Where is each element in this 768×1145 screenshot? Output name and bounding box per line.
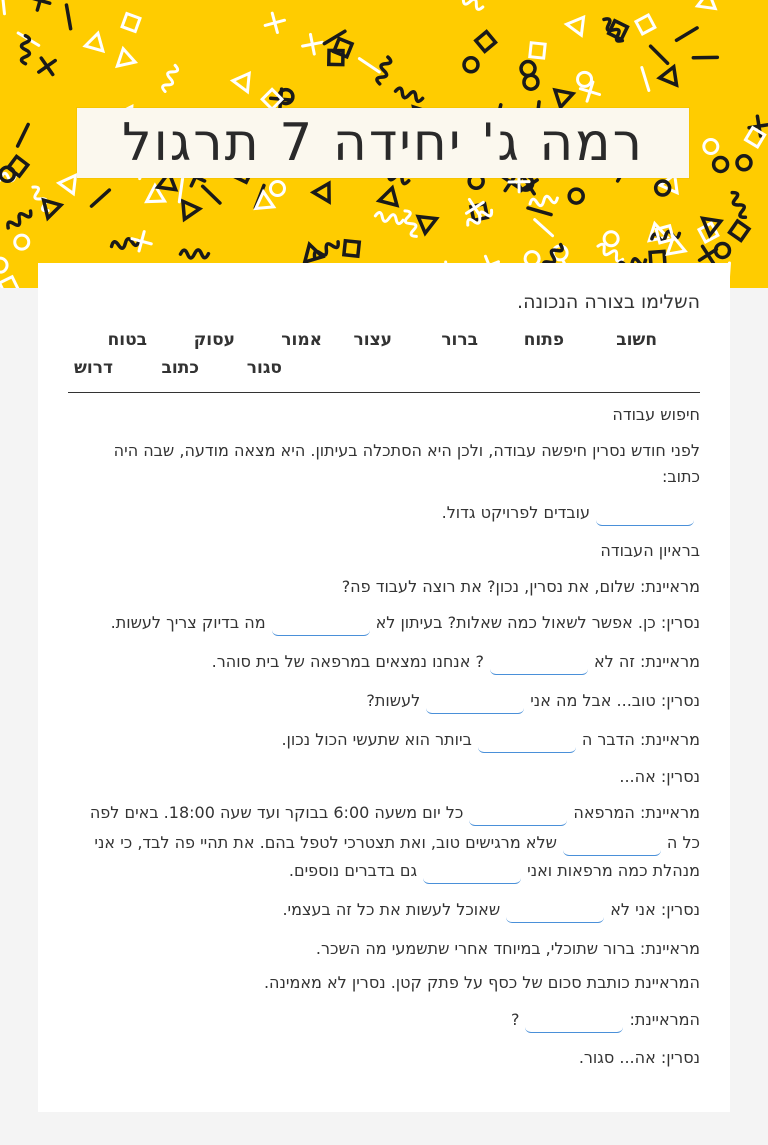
- pattern-shape: [476, 32, 496, 52]
- pattern-shape: [464, 58, 478, 72]
- text-line: כתוב:: [662, 467, 700, 486]
- section-heading: חיפוש עבודה: [612, 405, 700, 424]
- pattern-shape: [8, 156, 28, 176]
- pattern-shape: [521, 62, 535, 76]
- pattern-shape: [636, 15, 655, 34]
- line-text: שאוכל לעשות את כל זה בעצמי.: [282, 900, 501, 919]
- text-line: [281, 730, 700, 753]
- line-text: ? אנחנו נמצאים במרפאה של בית סוהר.: [211, 652, 484, 671]
- pattern-shape: [111, 49, 135, 73]
- pattern-shape: [555, 85, 576, 107]
- pattern-shape: [344, 241, 359, 256]
- line-text: עובדים לפרויקט גדול.: [441, 503, 590, 522]
- text-line: [90, 803, 700, 826]
- pattern-shape: [745, 128, 764, 147]
- word-bank-item: ברור: [441, 330, 478, 350]
- pattern-shape: [21, 36, 29, 64]
- text-line: [511, 1010, 700, 1033]
- pattern-shape: [263, 11, 287, 35]
- answer-blank[interactable]: [478, 732, 576, 753]
- text-line: [282, 900, 700, 923]
- answer-blank[interactable]: [423, 863, 521, 884]
- word-bank-item: עסוק: [193, 330, 235, 350]
- answer-blank[interactable]: [525, 1012, 623, 1033]
- pattern-shape: [18, 124, 29, 146]
- pattern-shape: [6, 208, 33, 231]
- answer-blank[interactable]: [469, 805, 567, 826]
- pattern-shape: [604, 232, 618, 246]
- text-line: [289, 861, 700, 884]
- line-text: המראיינת:: [629, 1010, 700, 1029]
- text-line: [111, 613, 700, 636]
- pattern-shape: [714, 157, 728, 171]
- title-box: [77, 108, 689, 178]
- pattern-shape: [528, 208, 551, 215]
- pattern-shape: [704, 140, 718, 154]
- pattern-shape: [529, 194, 558, 208]
- pattern-shape: [729, 221, 748, 240]
- divider: [68, 392, 700, 393]
- word-bank-item: דרוש: [74, 358, 113, 378]
- pattern-shape: [92, 190, 110, 206]
- pattern-shape: [530, 43, 545, 58]
- pattern-shape: [183, 200, 201, 219]
- text-line: [366, 691, 700, 714]
- answer-blank[interactable]: [596, 505, 694, 526]
- pattern-shape: [33, 52, 61, 80]
- pattern-shape: [324, 31, 345, 43]
- text-line: מראיינת: שלום, את נסרין, נכון? את רוצה לעבוד פה?: [341, 577, 700, 596]
- text-line: מראיינת: ברור שתוכלי, במיוחד אחרי שתשמעי מה השכר.: [315, 939, 700, 958]
- line-text: מראיינת: הדבר ה: [581, 730, 700, 749]
- header-banner: [0, 0, 768, 288]
- instructions: השלימו בצורה הנכונה.: [517, 291, 700, 313]
- pattern-shape: [15, 235, 29, 249]
- line-text: גם בדברים נוספים.: [288, 861, 418, 880]
- text-line: נסרין: אה... סגור.: [578, 1048, 700, 1067]
- pattern-shape: [0, 277, 18, 288]
- pattern-shape: [161, 64, 179, 93]
- pattern-shape: [66, 5, 70, 29]
- word-bank-item: פתוח: [523, 330, 564, 350]
- line-text: שלא מרגישים טוב, ואת תצטרכי לטפל בהם. את תהיי פה לבד, כי אני: [94, 833, 557, 852]
- answer-blank[interactable]: [426, 693, 524, 714]
- line-text: נסרין: אני לא: [610, 900, 700, 919]
- word-bank-item: בטוח: [107, 330, 147, 350]
- pattern-shape: [313, 183, 337, 206]
- text-line: נסרין: אה...: [619, 767, 700, 786]
- pattern-shape: [179, 178, 182, 202]
- pattern-shape: [401, 209, 420, 238]
- pattern-shape: [301, 33, 324, 56]
- pattern-shape: [28, 0, 53, 13]
- pattern-shape: [2, 0, 5, 14]
- pattern-shape: [569, 189, 583, 203]
- answer-blank[interactable]: [490, 654, 588, 675]
- pattern-shape: [85, 33, 109, 57]
- pattern-shape: [737, 156, 751, 170]
- line-text: מראיינת: זה לא: [593, 652, 700, 671]
- pattern-shape: [455, 0, 484, 11]
- line-text: ביותר הוא שתעשי הכול נכון.: [281, 730, 472, 749]
- pattern-shape: [535, 220, 553, 236]
- answer-blank[interactable]: [272, 615, 370, 636]
- pattern-shape: [578, 72, 592, 86]
- pattern-shape: [30, 185, 52, 213]
- line-text: נסרין: טוב... אבל מה אני: [530, 691, 700, 710]
- pattern-shape: [524, 75, 538, 89]
- pattern-shape: [660, 67, 684, 91]
- line-text: כל יום משעה 6:00 בבוקר ועד שעה 18:00. באים לפה: [89, 803, 464, 822]
- word-bank-item: כתוב: [161, 358, 199, 378]
- text-line: לפני חודש נסרין חיפשה עבודה, ולכן היא הסתכלה בעיתון. היא מצאה מודעה, שבה היה: [113, 441, 700, 460]
- pattern-shape: [203, 186, 220, 203]
- pattern-shape: [180, 250, 208, 258]
- section-heading: בראיון העבודה: [600, 541, 700, 560]
- answer-blank[interactable]: [563, 835, 661, 856]
- pattern-shape: [359, 59, 379, 72]
- pattern-shape: [0, 258, 7, 272]
- text-line: המראיינת כותבת סכום של כסף על פתק קטן. נסרין לא מאמינה.: [263, 973, 700, 992]
- pattern-shape: [642, 68, 649, 91]
- word-bank-item: אמור: [281, 330, 322, 350]
- pattern-shape: [418, 210, 440, 233]
- pattern-shape: [122, 14, 140, 32]
- word-bank-item: עצור: [353, 330, 392, 350]
- line-text: נסרין: כן. אפשר לשאול כמה שאלות? בעיתון לא: [375, 613, 700, 632]
- text-line: [212, 652, 700, 675]
- text-line: [94, 833, 700, 856]
- exercise-card: [38, 263, 730, 1112]
- pattern-shape: [377, 188, 397, 210]
- line-text: כל ה: [666, 833, 700, 852]
- line-text: לעשות?: [366, 691, 421, 710]
- answer-blank[interactable]: [506, 902, 604, 923]
- word-bank-item: חשוב: [616, 330, 657, 350]
- line-text: מראיינת: המרפאה: [573, 803, 700, 822]
- pattern-shape: [270, 181, 284, 195]
- pattern-shape: [375, 212, 404, 224]
- line-text: ?: [510, 1010, 520, 1029]
- pattern-shape: [233, 73, 256, 95]
- page-title: רמה ג' יחידה 7 תרגול: [122, 113, 644, 173]
- line-text: מנהלת כמה מרפאות ואני: [527, 861, 700, 880]
- pattern-shape: [395, 87, 424, 102]
- pattern-shape: [729, 191, 749, 219]
- text-line: [442, 503, 700, 526]
- pattern-shape: [651, 46, 668, 63]
- pattern-shape: [677, 28, 698, 40]
- line-text: מה בדיוק צריך לעשות.: [110, 613, 266, 632]
- pattern-shape: [697, 0, 717, 9]
- word-bank-item: סגור: [246, 358, 282, 378]
- pattern-shape: [565, 15, 583, 35]
